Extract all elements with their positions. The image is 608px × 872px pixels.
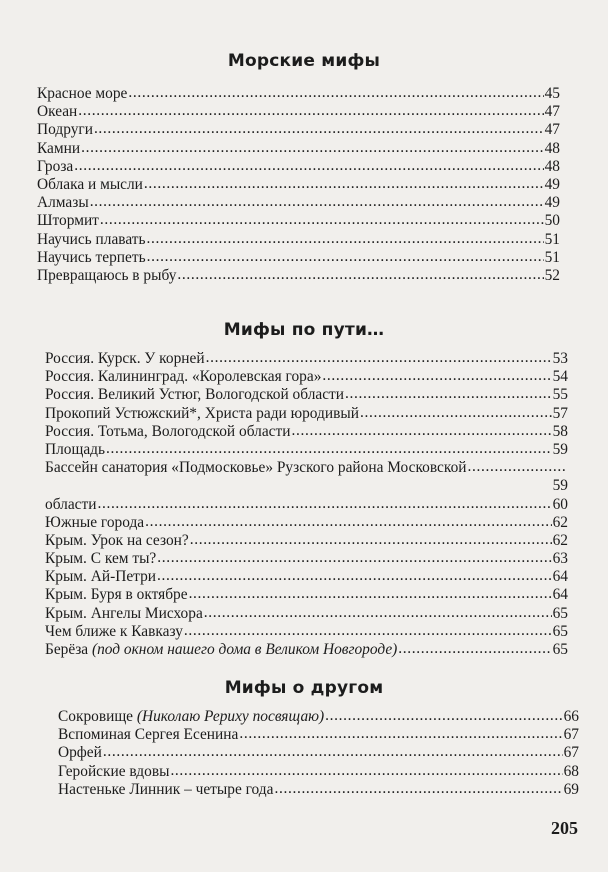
toc-entry-title: Гроза — [37, 157, 74, 175]
toc-entry — [45, 477, 568, 495]
toc-entry-page: 66 — [563, 708, 579, 725]
section-title-other-myths: Мифы о другом — [224, 678, 384, 698]
toc-entry — [37, 158, 560, 176]
toc-entry-title: Крым. Урок на сезон? — [45, 531, 189, 549]
toc-entry-title: Красное море — [37, 85, 128, 102]
dot-leader — [184, 622, 552, 640]
toc-entry-page: 45 — [544, 85, 560, 102]
dot-leader — [239, 725, 562, 743]
toc-entry-title: Крым. Ангелы Мисхора — [45, 604, 203, 622]
toc-entry-title: Геройские вдовы — [58, 762, 170, 780]
toc-entry-page: 65 — [552, 604, 568, 622]
toc-entry-page: 48 — [544, 157, 560, 175]
toc-entry — [37, 103, 560, 121]
dot-leader — [100, 211, 544, 229]
toc-entry-page: 47 — [544, 121, 560, 139]
toc-entry-page: 59 — [552, 440, 568, 458]
dot-leader — [97, 495, 551, 513]
toc-entry — [45, 641, 568, 659]
toc-entry — [58, 744, 579, 762]
toc-entry-title: Крым. Буря в октябре — [45, 586, 188, 604]
toc-entry-title: Научись терпеть — [37, 248, 146, 266]
toc-entry — [45, 586, 568, 604]
toc-entry — [37, 140, 560, 158]
toc-entry — [37, 121, 560, 139]
toc-entry-page: 62 — [552, 531, 568, 549]
toc-entry-title: Штормит — [37, 212, 99, 230]
dot-leader — [468, 458, 568, 476]
toc-entry — [45, 405, 568, 423]
toc-entry-title: Россия. Калининград. «Королевская гора» — [45, 368, 322, 386]
toc-entry-page: 50 — [544, 212, 560, 230]
dot-leader — [128, 84, 543, 102]
toc-entry-page: 64 — [552, 586, 568, 604]
toc-entry — [58, 726, 579, 744]
toc-other-myths — [58, 708, 579, 799]
dot-leader — [274, 780, 562, 798]
toc-entry — [45, 550, 568, 568]
dot-leader — [204, 604, 552, 622]
toc-entry-title: Бассейн санатория «Подмосковье» Рузского района Московской — [45, 459, 467, 477]
toc-entry — [45, 514, 568, 532]
toc-entry-title — [45, 641, 397, 659]
toc-entry-page: 48 — [544, 139, 560, 157]
dot-leader — [325, 707, 562, 725]
toc-entry-title: Камни — [37, 139, 81, 157]
toc-entry — [37, 231, 560, 249]
toc-entry — [45, 568, 568, 586]
toc-entry-title: Чем ближе к Кавказу — [45, 622, 183, 640]
toc-entry-title: Прокопий Устюжский*, Христа ради юродивый — [45, 404, 359, 422]
section-title-road-myths: Мифы по пути… — [223, 320, 385, 340]
toc-entry-page: 62 — [552, 513, 568, 531]
toc-entry-title — [58, 708, 324, 726]
toc-entry-title: Научись плавать — [37, 230, 146, 248]
dot-leader — [206, 349, 552, 367]
toc-entry — [37, 194, 560, 212]
dot-leader — [190, 531, 552, 549]
dot-leader — [147, 230, 544, 248]
toc-entry-note: (Николаю Рериху посвящаю) — [136, 708, 325, 725]
toc-entry — [45, 459, 568, 477]
dot-leader — [147, 248, 544, 266]
dot-leader — [78, 102, 543, 120]
toc-entry-page: 54 — [552, 368, 568, 386]
toc-entry-title: Крым. Ай-Петри — [45, 568, 157, 586]
dot-leader — [94, 120, 544, 138]
toc-entry-page: 53 — [552, 350, 568, 367]
toc-entry-page: 69 — [563, 780, 579, 798]
toc-entry — [45, 623, 568, 641]
dot-leader — [157, 567, 552, 585]
toc-entry-page: 57 — [552, 404, 568, 422]
toc-entry-title: Алмазы — [37, 194, 89, 212]
toc-entry-title: Крым. С кем ты? — [45, 550, 157, 568]
toc-entry-title: Площадь — [45, 440, 106, 458]
dot-leader — [90, 193, 544, 211]
toc-sea-myths — [37, 85, 560, 285]
section-title-sea-myths: Морские мифы — [227, 51, 381, 71]
dot-leader — [170, 762, 562, 780]
toc-entry — [37, 85, 560, 103]
toc-entry-page: 65 — [552, 622, 568, 640]
toc-entry-title: Орфей — [58, 744, 102, 762]
toc-entry-page: 64 — [552, 568, 568, 586]
dot-leader — [144, 175, 544, 193]
dot-leader — [177, 266, 543, 284]
toc-entry-page: 68 — [563, 762, 579, 780]
toc-entry — [58, 781, 579, 799]
dot-leader — [103, 743, 563, 761]
toc-entry-page: 52 — [544, 266, 560, 284]
toc-entry — [58, 708, 579, 726]
toc-entry-title-main: Берёза — [45, 641, 89, 658]
toc-entry — [37, 176, 560, 194]
toc-entry — [45, 386, 568, 404]
toc-entry — [45, 423, 568, 441]
toc-entry-title: Южные города — [45, 513, 145, 531]
toc-entry-page: 63 — [552, 550, 568, 568]
dot-leader — [398, 640, 551, 658]
toc-entry — [45, 532, 568, 550]
toc-entry-title: Подруги — [37, 121, 93, 139]
toc-entry-title: Россия. Великий Устюг, Вологодской области — [45, 386, 345, 404]
toc-entry-title: Океан — [37, 103, 78, 121]
toc-entry-page: 59 — [552, 477, 568, 495]
toc-entry-page: 67 — [563, 726, 579, 744]
toc-entry — [45, 496, 568, 514]
toc-entry — [45, 605, 568, 623]
toc-entry-page: 47 — [544, 103, 560, 121]
toc-road-myths — [45, 350, 568, 659]
toc-entry-title: Россия. Тотьма, Вологодской области — [45, 422, 291, 440]
toc-entry-title-main: Сокровище — [58, 708, 134, 725]
toc-entry — [37, 267, 560, 285]
dot-leader — [157, 549, 551, 567]
dot-leader — [360, 404, 552, 422]
dot-leader — [74, 157, 543, 175]
toc-entry — [45, 441, 568, 459]
dot-leader — [322, 367, 551, 385]
toc-entry-page: 49 — [544, 175, 560, 193]
dot-leader — [345, 385, 552, 403]
dot-leader — [145, 513, 551, 531]
toc-entry-page: 60 — [552, 495, 568, 513]
toc-entry-title: Россия. Курск. У корней — [45, 350, 205, 367]
dot-leader — [81, 139, 544, 157]
toc-entry-page: 55 — [552, 386, 568, 404]
toc-entry-page: 51 — [544, 248, 560, 266]
toc-entry-note: (под окном нашего дома в Великом Новгороде) — [91, 641, 398, 658]
toc-entry — [45, 350, 568, 368]
toc-entry-page: 67 — [563, 744, 579, 762]
toc-entry-page: 49 — [544, 194, 560, 212]
toc-entry — [37, 249, 560, 267]
dot-leader — [189, 585, 552, 603]
toc-entry-page: 58 — [552, 422, 568, 440]
toc-entry-title: Вспоминая Сергея Есенина — [58, 726, 239, 744]
toc-entry — [58, 763, 579, 781]
dot-leader — [291, 422, 551, 440]
toc-entry — [37, 212, 560, 230]
toc-entry-title: области — [45, 495, 97, 513]
toc-entry-title: Превращаюсь в рыбу — [37, 266, 177, 284]
toc-entry — [45, 368, 568, 386]
toc-entry-page: 51 — [544, 230, 560, 248]
toc-entry-title: Облака и мысли — [37, 175, 143, 193]
toc-entry-page: 65 — [552, 641, 568, 658]
page-number: 205 — [551, 818, 578, 838]
toc-entry-title: Настеньке Линник – четыре года — [58, 780, 274, 798]
dot-leader — [106, 440, 552, 458]
